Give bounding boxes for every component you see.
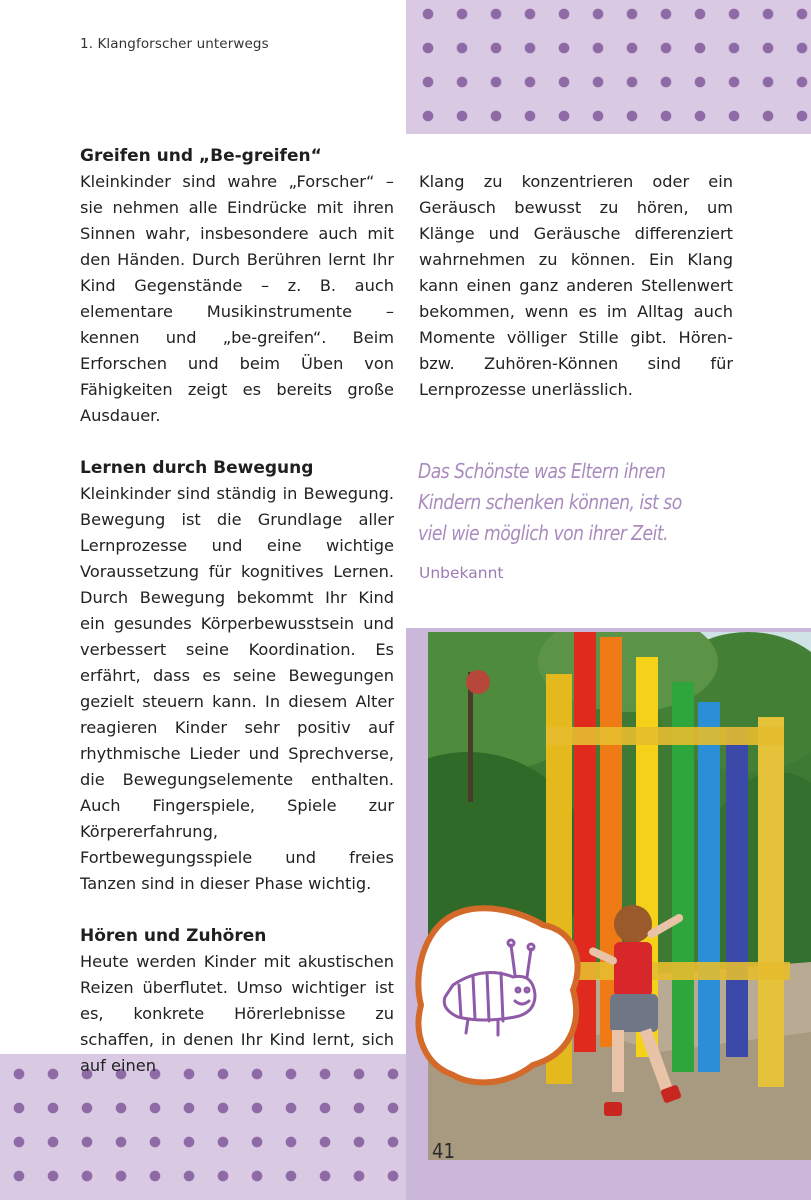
- section-heading: Lernen durch Bewegung: [80, 458, 314, 478]
- section-body: Kleinkinder sind wahre „Forscher“ – sie nehmen alle Eindrücke mit ihren Sinnen wahr, insbesondere auch mit den Händen. Durch Berühren lernt Ihr Kind Gegenstände – z. B. auch elementare Musikinstrumente – kennen und „be-greifen“. Beim Erforschen und beim Üben von Fähigkeiten zeigt es bereits große Ausdauer.: [80, 172, 394, 425]
- running-head: 1. Klangforscher unterwegs: [80, 36, 269, 52]
- page-number: 41: [432, 1139, 455, 1163]
- section-body-continuation: Klang zu konzentrieren oder ein Geräusch bewusst zu hören, um Klänge und Geräusche differenziert wahrnehmen zu können. Ein Klang kann einen ganz anderen Stellenwert bekommen, wenn es im Alltag auch Momente völliger Stille gibt. Hören- bzw. Zuhören-Können sind für Lernprozesse unerlässlich.: [419, 172, 733, 399]
- text-column-right: [419, 169, 733, 403]
- section-body: Kleinkinder sind ständig in Bewegung. Bewegung ist die Grundlage aller Lernprozesse und eine wichtige Voraussetzung für kognitives Lernen. Durch Bewegung bekommt Ihr Kind ein gesundes Körperbewusstsein und verbessert seine Koordination. Es erfährt, dass es seine Bewegungen gezielt steuern kann. In diesem Alter reagieren Kinder sehr positiv auf rhythmische Lieder und Sprechverse, die Bewegungselemente enthalten. Auch Fingerspiele, Spiele zur Körpererfahrung, Fortbewegungsspiele und freies Tanzen sind in dieser Phase wichtig.: [80, 484, 394, 893]
- text-column-left: [80, 143, 394, 1079]
- quote-author: Unbekannt: [419, 564, 504, 582]
- section-heading: Hören und Zuhören: [80, 926, 267, 946]
- caterpillar-doodle-icon: [413, 905, 585, 1089]
- section-heading: Greifen und „Be-greifen“: [80, 146, 322, 166]
- section-body: Heute werden Kinder mit akustischen Reizen überflutet. Umso wichtiger ist es, konkrete Hörerlebnisse zu schaffen, in denen Ihr Kind lernt, sich auf einen: [80, 952, 394, 1075]
- quote-text: Das Schönste was Eltern ihren Kindern schenken können, ist so viel wie möglich von ihrer Zeit.: [418, 459, 682, 545]
- dot-pattern-top: [406, 0, 811, 134]
